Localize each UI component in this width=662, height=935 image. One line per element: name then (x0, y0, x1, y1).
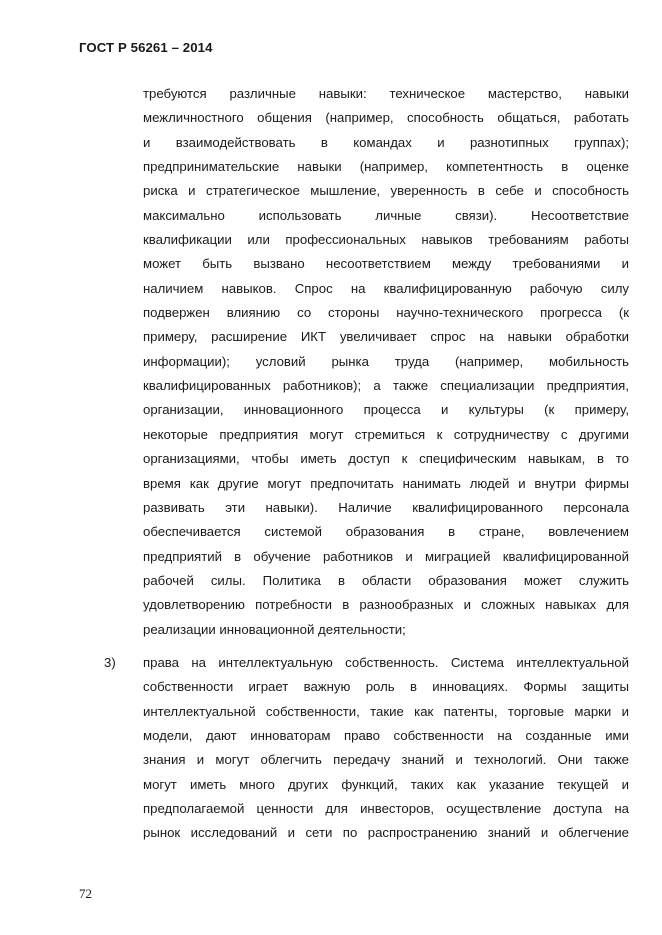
text-line: могут иметь много других функций, таких как указание текущей и (143, 776, 629, 792)
text-line: наличием навыков. Спрос на квалифицированную рабочую силу (143, 280, 629, 296)
text-line: время как другие могут предпочитать нанимать людей и внутри фирмы (143, 475, 629, 491)
text-line: собственности играет важную роль в инновациях. Формы защиты (143, 679, 629, 695)
text-line: примеру, расширение ИКТ увеличивает спрос на навыки обработки (143, 329, 629, 345)
text-line: предпринимательские навыки (например, компетентность в оценке (143, 159, 629, 175)
text-line: квалифицированных работников); а также специализации предприятия, (143, 378, 629, 394)
text-line: некоторые предприятия могут стремиться к сотрудничеству с другими (143, 426, 629, 442)
text-line: права на интеллектуальную собственность. Система интеллектуальной (143, 655, 629, 670)
paragraph-continued (143, 82, 629, 642)
text-line: реализации инновационной деятельности; (143, 621, 406, 637)
text-line: подвержен влиянию со стороны научно-технического прогресса (к (143, 305, 629, 321)
text-line: знания и могут облегчить передачу знаний и технологий. Они также (143, 752, 629, 768)
list-marker: 3) (104, 655, 116, 670)
list-item-3 (143, 651, 629, 846)
text-line: рабочей силы. Политика в области образования может служить (143, 572, 629, 588)
text-line: информации); условий рынка труда (например, мобильность (143, 353, 629, 369)
text-line: и взаимодействовать в командах и разнотипных группах); (143, 134, 629, 150)
text-line: максимально использовать личные связи). Несоответствие (143, 207, 629, 223)
text-line: предполагаемой ценности для инвесторов, осуществление доступа на (143, 801, 629, 817)
text-line: модели, дают инноваторам право собственности на созданные ими (143, 728, 629, 744)
text-line: предприятий в обучение работников и миграцией квалифицированной (143, 548, 629, 564)
text-line: организациями, чтобы иметь доступ к специфическим навыкам, в то (143, 451, 629, 467)
text-line: развивать эти навыки). Наличие квалифицированного персонала (143, 499, 629, 515)
text-line: квалификации или профессиональных навыков требованиям работы (143, 232, 629, 248)
page-number: 72 (79, 886, 92, 901)
text-line: межличностного общения (например, способность общаться, работать (143, 110, 629, 126)
text-line: удовлетворению потребности в разнообразных и сложных навыках для (143, 597, 629, 613)
text-line: организации, инновационного процесса и культуры (к примеру, (143, 402, 629, 418)
text-line: рынок исследований и сети по распространению знаний и облегчение (143, 825, 629, 841)
document-header: ГОСТ Р 56261 – 2014 (79, 40, 213, 55)
text-line: интеллектуальной собственности, такие как патенты, торговые марки и (143, 703, 629, 719)
text-line: может быть вызвано несоответствием между требованиями и (143, 256, 629, 272)
text-line: требуются различные навыки: техническое мастерство, навыки (143, 86, 629, 101)
text-line: риска и стратегическое мышление, уверенность в себе и способность (143, 183, 629, 199)
text-line: обеспечивается системой образования в стране, вовлечением (143, 524, 629, 540)
